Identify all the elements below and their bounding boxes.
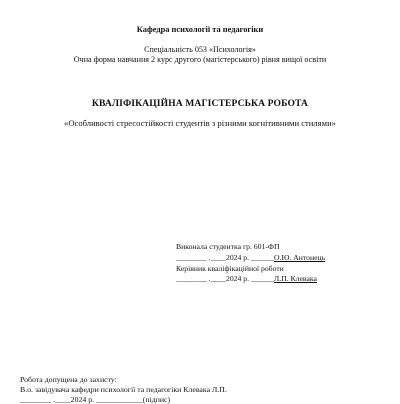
thesis-topic: «Особливості стресостійкості студентів з різними когнітивними стилями» (64, 118, 336, 128)
supervisor-date-blank: ________ .____2024 р. ______ (176, 274, 275, 283)
performer-date-blank: ________ .____2024 р. ______ (176, 253, 275, 262)
specialty-line: Спеціальність 053 «Психологія» (144, 45, 256, 54)
performer-signature-line (176, 254, 325, 262)
work-type-title: КВАЛІФІКАЦІЙНА МАГІСТЕРСЬКА РОБОТА (91, 98, 309, 109)
supervisor-signature-line (176, 275, 317, 283)
supervisor-label: Керівник кваліфікаційної роботи (176, 264, 284, 273)
study-form-line: Очна форма навчання 2 курс другого (магістерського) рівня вищої освіти (73, 55, 327, 64)
department-heading: Кафедра психології та педагогіки (136, 25, 264, 34)
performer-name: О.Ю. Антонець (274, 253, 326, 262)
supervisor-name: Л.П. Клевака (274, 274, 317, 283)
admission-head-of-department: В.о. завідувача кафедри психології та педагогіки Клевака Л.П. (20, 385, 227, 394)
admission-signature-line: ________ .____2024 р. ____________(підпис) (20, 395, 171, 404)
performer-label: Виконала студентка гр. 601-ФП (176, 242, 280, 251)
admission-heading: Робота допущена до захисту: (20, 375, 117, 384)
